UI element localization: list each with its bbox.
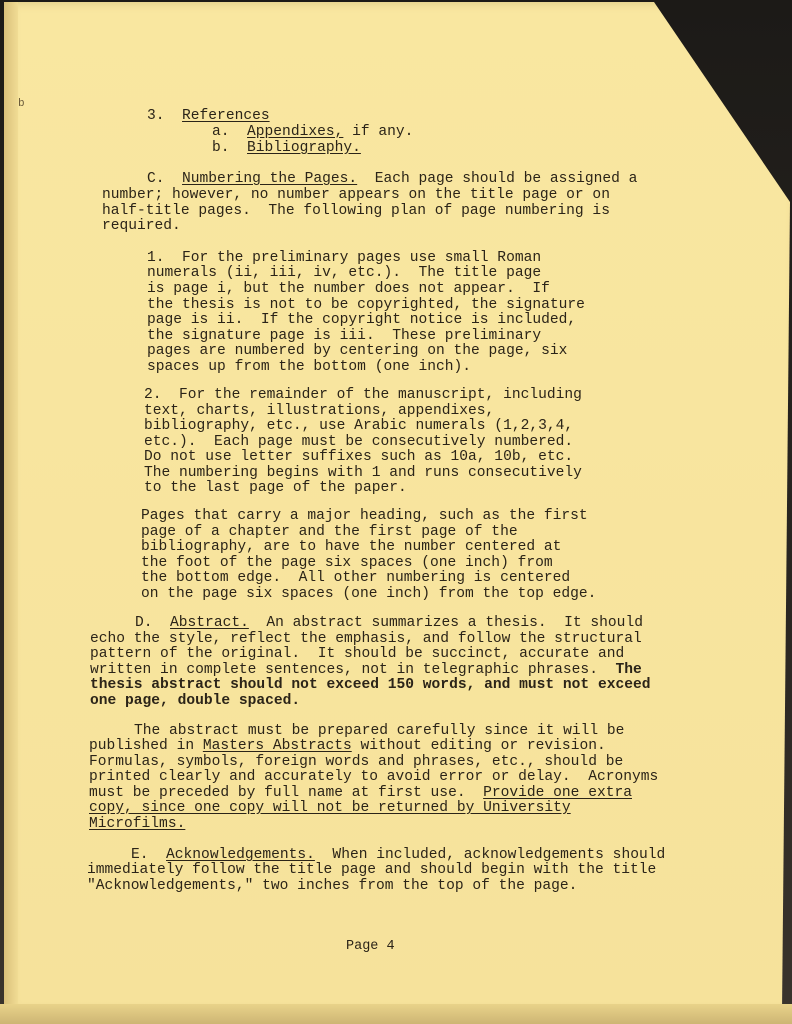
abstract-text: without editing or revision. xyxy=(351,738,606,754)
para-3-line: Pages that carry a major heading, such as the first xyxy=(141,508,588,524)
page-number: Page 4 xyxy=(346,939,395,954)
section-c-line: required. xyxy=(102,218,181,234)
para-3-line: bibliography, are to have the number centered at xyxy=(141,539,562,555)
section-e-title: Acknowledgements. xyxy=(166,847,315,863)
para-1-line: numerals (ii, iii, iv, etc.). The title page xyxy=(147,265,542,281)
para-1-line: 1. For the preliminary pages use small Roman xyxy=(147,250,542,266)
section-d-title: Abstract. xyxy=(170,615,249,631)
para-1-line: is page i, but the number does not appear. If xyxy=(147,281,550,297)
section-c-line: number; however, no number appears on the title page or on xyxy=(102,187,610,203)
stray-mark: b xyxy=(18,98,25,110)
para-2-line: text, charts, illustrations, appendixes, xyxy=(144,403,495,419)
para-3-line: the bottom edge. All other numbering is centered xyxy=(141,570,571,586)
refs-b-prefix: b. xyxy=(212,140,248,156)
abstract-line: printed clearly and accurately to avoid error or delay. Acronyms xyxy=(89,769,659,785)
para-2-line: Do not use letter suffixes such as 10a, 10b, etc. xyxy=(144,449,574,465)
references-item xyxy=(147,109,270,125)
section-c-title: Numbering the Pages. xyxy=(182,171,358,187)
abstract-line xyxy=(89,739,606,755)
section-d-bold-line: thesis abstract should not exceed 150 words, and must not exceed xyxy=(90,677,651,693)
para-2-line: 2. For the remainder of the manuscript, including xyxy=(144,387,582,403)
section-e-line: "Acknowledgements," two inches from the top of the page. xyxy=(87,878,578,894)
para-1-line: the signature page is iii. These preliminary xyxy=(147,328,542,344)
section-d-first-line xyxy=(135,616,643,632)
abstract-underlined-line: Microfilms. xyxy=(89,816,186,832)
abstract-text: must be preceded by full name at first use. xyxy=(89,785,484,801)
para-3-line: on the page six spaces (one inch) from the top edge. xyxy=(141,586,597,602)
refs-a-suffix: if any. xyxy=(343,124,414,140)
para-1-line: pages are numbered by centering on the page, six xyxy=(147,343,568,359)
abstract-underlined-line: copy, since one copy will not be returned by University xyxy=(89,800,571,816)
masters-abstracts-title: Masters Abstracts xyxy=(202,738,352,754)
para-3-line: page of a chapter and the first page of the xyxy=(141,524,518,540)
abstract-text: published in xyxy=(89,738,203,754)
references-item-a xyxy=(212,125,413,141)
section-d-plain: written in complete sentences, not in telegraphic phrases. xyxy=(90,662,616,678)
para-2-line: to the last page of the paper. xyxy=(144,480,407,496)
section-d-line: echo the style, reflect the emphasis, and follow the structural xyxy=(90,631,642,647)
para-2-line: bibliography, etc., use Arabic numerals (1,2,3,4, xyxy=(144,418,574,434)
stacked-pages-edge xyxy=(0,1004,792,1024)
section-e-line: immediately follow the title page and should begin with the title xyxy=(87,862,657,878)
section-d-bold: The xyxy=(615,662,642,678)
section-e-body: When included, acknowledgements should xyxy=(314,847,666,863)
refs-a-label: Appendixes, xyxy=(247,124,344,140)
para-1-line: page is ii. If the copyright notice is included, xyxy=(147,312,577,328)
abstract-line: Formulas, symbols, foreign words and phrases, etc., should be xyxy=(89,754,624,770)
references-item-b xyxy=(212,141,361,157)
refs-a-prefix: a. xyxy=(212,124,248,140)
section-e-prefix: E. xyxy=(131,847,167,863)
section-d-body: An abstract summarizes a thesis. It should xyxy=(248,615,643,631)
section-c-body: Each page should be assigned a xyxy=(357,171,638,187)
section-c-first-line xyxy=(147,172,637,188)
para-2-line: The numbering begins with 1 and runs consecutively xyxy=(144,465,582,481)
para-1-line: the thesis is not to be copyrighted, the signature xyxy=(147,297,585,313)
refs-b-label: Bibliography. xyxy=(247,140,361,156)
section-c-prefix: C. xyxy=(147,171,183,187)
para-1-line: spaces up from the bottom (one inch). xyxy=(147,359,472,375)
section-d-bold-line: one page, double spaced. xyxy=(90,693,301,709)
section-d-prefix: D. xyxy=(135,615,171,631)
page-edge xyxy=(4,2,18,1012)
references-heading: References xyxy=(182,108,270,124)
section-d-line: pattern of the original. It should be succinct, accurate and xyxy=(90,646,625,662)
refs-number: 3. xyxy=(147,108,183,124)
abstract-underlined: Provide one extra xyxy=(483,785,632,801)
section-c-line: half-title pages. The following plan of page numbering is xyxy=(102,203,610,219)
para-3-line: the foot of the page six spaces (one inch) from xyxy=(141,555,553,571)
para-2-line: etc.). Each page must be consecutively numbered. xyxy=(144,434,574,450)
abstract-line: The abstract must be prepared carefully since it will be xyxy=(134,723,625,739)
